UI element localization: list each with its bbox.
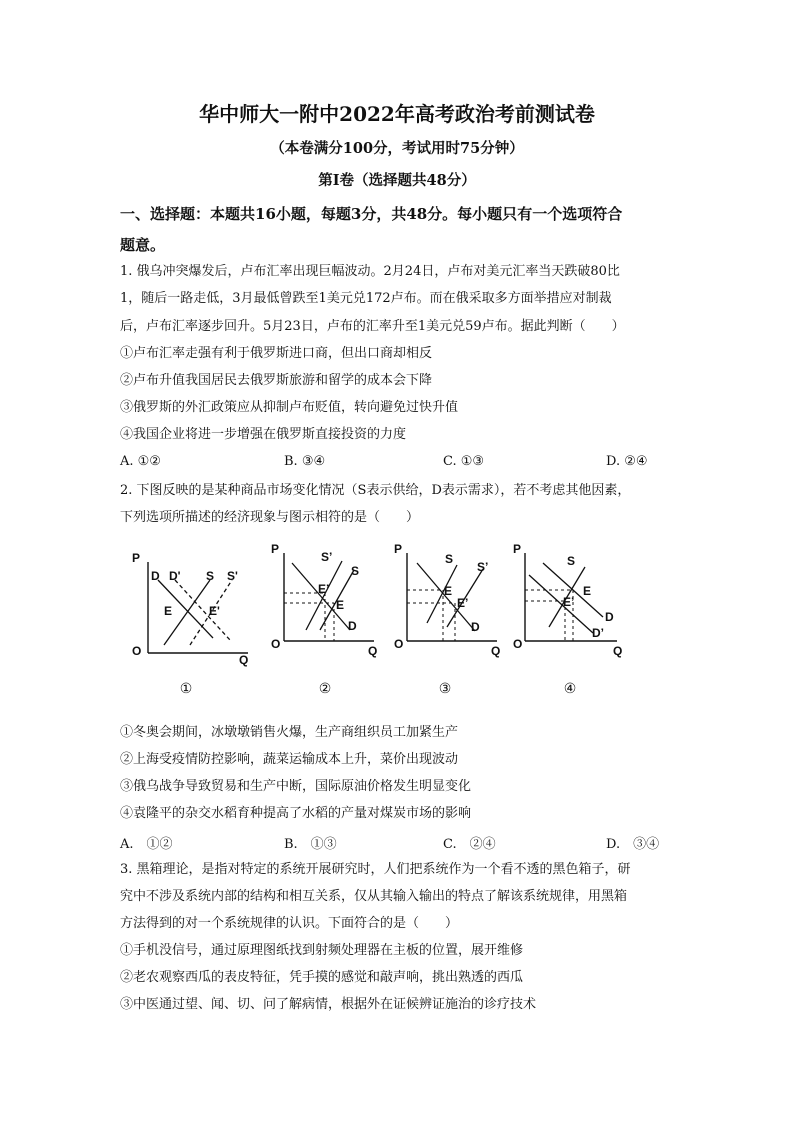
label-d: D: [151, 569, 160, 583]
figure-caption-3: ③: [438, 681, 452, 697]
label-e: E: [444, 584, 453, 598]
label-d-prime: D': [169, 569, 181, 583]
q1-item: ①卢布汇率走强有利于俄罗斯进口商，但出口商却相反: [120, 346, 433, 361]
label-s: S: [206, 569, 215, 583]
section-heading-line2: 题意。: [120, 236, 166, 254]
volume-heading: 第Ⅰ卷（选择题共48分）: [318, 172, 476, 189]
section-heading: [120, 199, 680, 261]
label-s: S: [567, 554, 576, 568]
label-s-prime: S': [227, 569, 238, 583]
label-p: P: [271, 542, 280, 556]
label-o: O: [513, 637, 523, 651]
q2-item: ①冬奥会期间，冰墩墩销售火爆，生产商组织员工加紧生产: [120, 725, 459, 740]
q3-stem-line: 究中不涉及系统内部的结构和相互关系，仅从其输入输出的特点了解该系统规律，用黑箱: [120, 889, 628, 904]
q2-stem-line: 2. 下图反映的是某种商品市场变化情况（S表示供给，D表示需求），若不考虑其他因素，: [120, 483, 631, 498]
label-p: P: [394, 542, 403, 556]
q3-stem-line: 3. 黑箱理论，是指对特定的系统开展研究时，人们把系统作为一个看不透的黑色箱子，研: [120, 862, 631, 877]
q1-stem-line: 1，随后一路走低，3月最低曾跌至1美元兑172卢布。而在俄采取多方面举措应对制裁: [120, 291, 612, 306]
label-e-prime: E': [209, 604, 220, 618]
q2-item: ③俄乌战争导致贸易和生产中断，国际原油价格发生明显变化: [120, 779, 472, 794]
q2-item: ②上海受疫情防控影响，蔬菜运输成本上升，菜价出现波动: [120, 752, 459, 767]
label-o: O: [132, 644, 142, 658]
q1-option-c[interactable]: C. ①③: [443, 454, 485, 469]
q1-item: ③俄罗斯的外汇政策应从抑制卢布贬值，转向避免过快升值: [120, 400, 459, 415]
q2-option-d[interactable]: D. ③④: [606, 837, 660, 852]
q1-option-d[interactable]: D. ②④: [606, 454, 648, 469]
label-q: Q: [491, 644, 501, 658]
figure-caption-1: ①: [179, 681, 193, 697]
label-q: Q: [613, 644, 623, 658]
label-q: Q: [239, 653, 249, 667]
exam-subtitle: （本卷满分100分，考试用时75分钟）: [270, 140, 524, 157]
label-s-rprime: S’: [321, 550, 333, 564]
label-d: D: [348, 619, 357, 633]
supply-demand-graph-1: [120, 540, 260, 674]
q3-item: ③中医通过望、闻、切、问了解病情，根据外在证候辨证施治的诊疗技术: [120, 997, 537, 1012]
label-d-rprime: D’: [592, 626, 604, 640]
section-heading-line1: 一、选择题：本题共16小题，每题3分，共48分。每小题只有一个选项符合: [120, 205, 623, 223]
demand-curve-d: [292, 563, 350, 630]
q2-option-c[interactable]: C. ②④: [443, 837, 496, 852]
label-e-rprime: E’: [457, 596, 469, 610]
q1-stem-line: 后，卢布汇率逐步回升。5月23日，卢布的汇率升至1美元兑59卢布。据此判断（ ）: [120, 319, 625, 334]
label-p: P: [132, 551, 141, 565]
q2-stem-line: 下列选项所描述的经济现象与图示相符的是（ ）: [120, 510, 420, 525]
q3-item: ②老农观察西瓜的表皮特征，凭手摸的感觉和敲声响，挑出熟透的西瓜: [120, 970, 524, 985]
label-d: D: [471, 620, 480, 634]
q1-option-b[interactable]: B. ③④: [284, 454, 326, 469]
label-q: Q: [368, 644, 378, 658]
label-e-rprime: E’: [563, 595, 575, 609]
q2-option-b[interactable]: B. ①③: [284, 837, 337, 852]
label-s: S: [351, 564, 360, 578]
supply-curve-s: [427, 565, 457, 623]
label-e: E: [583, 584, 592, 598]
exam-title: 华中师大一附中2022年高考政治考前测试卷: [199, 102, 595, 126]
q2-option-a[interactable]: A. ①②: [120, 837, 173, 852]
q1-item: ②卢布升值我国居民去俄罗斯旅游和留学的成本会下降: [120, 373, 433, 388]
figure-caption-4: ④: [563, 681, 577, 697]
q2-item: ④袁隆平的杂交水稻育种提高了水稻的产量对煤炭市场的影响: [120, 806, 472, 821]
label-s-rprime: S’: [477, 560, 489, 574]
figure-caption-2: ②: [318, 681, 332, 697]
q3-item: ①手机没信号，通过原理图纸找到射频处理器在主板的位置，展开维修: [120, 943, 524, 958]
q1-option-a[interactable]: A. ①②: [120, 454, 161, 469]
supply-demand-graph-2: [262, 535, 392, 669]
q1-stem-line: 1. 俄乌冲突爆发后，卢布汇率出现巨幅波动。2月24日，卢布对美元汇率当天跌破80比: [120, 264, 620, 279]
label-o: O: [394, 637, 404, 651]
demand-curve-d-prime: [175, 580, 230, 640]
label-e: E: [336, 598, 345, 612]
label-s: S: [445, 552, 454, 566]
label-d: D: [605, 610, 614, 624]
label-o: O: [271, 637, 281, 651]
label-e: E: [164, 604, 173, 618]
q1-item: ④我国企业将进一步增强在俄罗斯直接投资的力度: [120, 427, 407, 442]
supply-demand-graph-4: [505, 535, 635, 669]
supply-demand-graph-3: [385, 535, 515, 669]
label-p: P: [513, 542, 522, 556]
q3-stem-line: 方法得到的对一个系统规律的认识。下面符合的是（ ）: [120, 916, 459, 931]
label-e-rprime: E’: [318, 582, 330, 596]
